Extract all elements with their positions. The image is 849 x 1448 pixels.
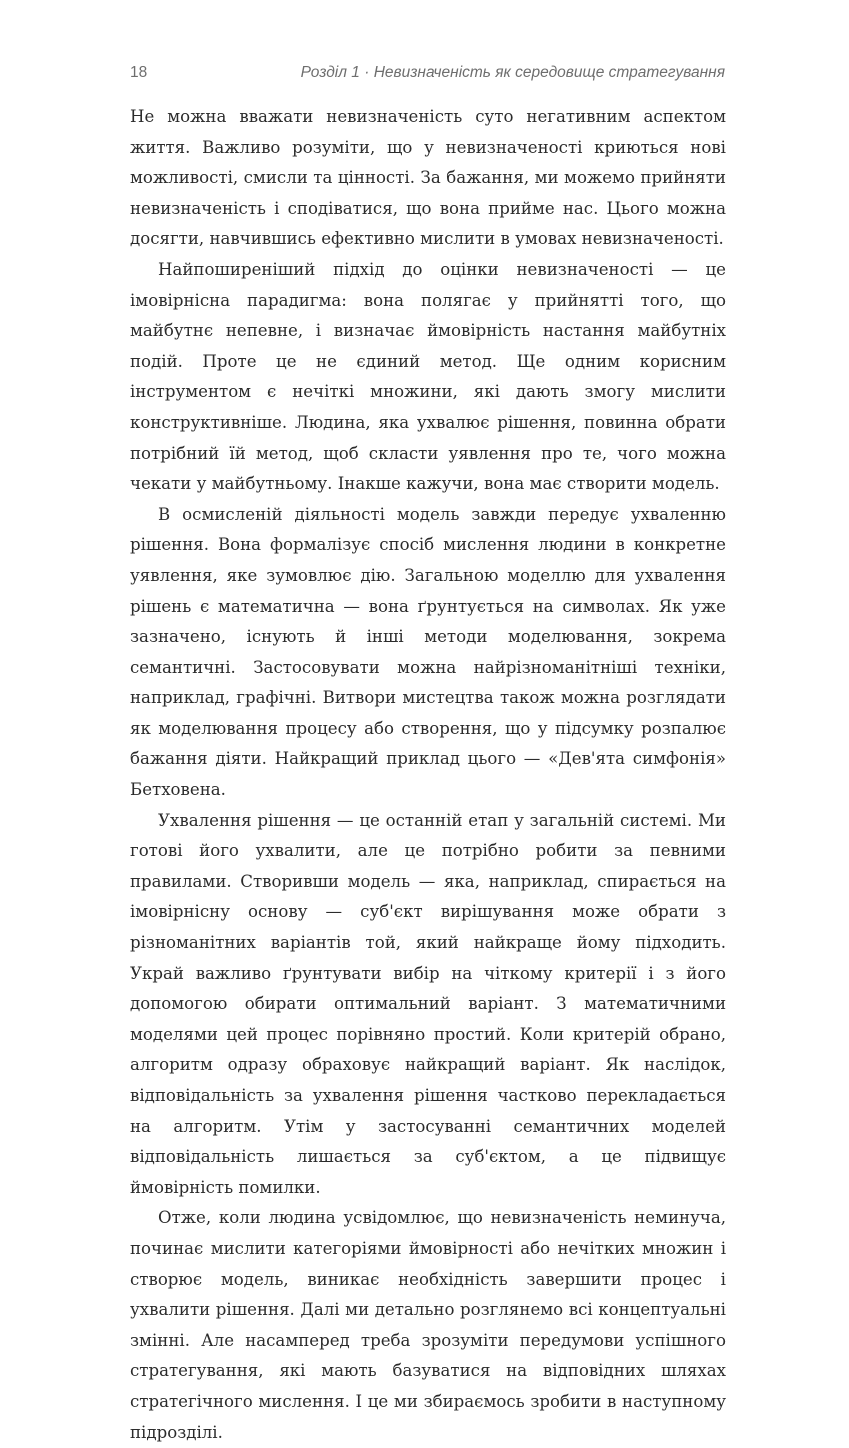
paragraph-4: Ухвалення рішення — це останній етап у загальній системі. Ми готові його ухвалити, але це потрібно робити за певними правилами. Створивши модель — яка, наприклад, спирається на імовірнісну основу — суб'єкт вирішування може обрати з різноманітних варіантів той, який найкраще йому підходить. Украй важливо ґрунтувати вибір на чіткому критерії і з його допомогою обирати оптимальний варіант. З математичними моделями цей процес порівняно простий. Коли критерій обрано, алгоритм одразу обраховує найкращий варіант. Як наслідок, відповідальність за ухвалення рішення частково перекладається на алгоритм. Утім у застосуванні семантичних моделей відповідальність лишається за суб'єктом, а це підвищує ймовірність помилки.: [130, 810, 726, 1197]
paragraph-5: Отже, коли людина усвідомлює, що невизначеність неминуча, починає мислити категоріями ймовірності або нечітких множин і створює модель, виникає необхідність завершити процес і ухвалити рішення. Далі ми детально розглянемо всі концептуальні змінні. Але насамперед треба зрозуміти передумови успішного стратегування, які мають базуватися на відповідних шляхах стратегічного мислення. І це ми збираємось зробити в наступному підрозділі.: [130, 1208, 726, 1442]
chapter-title: Розділ 1 · Невизначеність як середовище стратегування: [300, 64, 725, 81]
running-header: [130, 64, 725, 88]
body-text: [130, 102, 726, 1448]
paragraph-1: Не можна вважати невизначеність суто негативним аспектом життя. Важливо розуміти, що у невизначеності криються нові можливості, смисли та цінності. За бажання, ми можемо прийняти невизначеність і сподіватися, що вона прийме нас. Цього можна досягти, навчившись ефективно мислити в умовах невизначеності.: [130, 107, 726, 249]
paragraph-2: Найпоширеніший підхід до оцінки невизначеності — це імовірнісна парадигма: вона полягає у прийнятті того, що майбутнє непевне, і визначає ймовірність настання майбутніх подій. Проте це не єдиний метод. Ще одним корисним інструментом є нечіткі множини, які дають змогу мислити конструктивніше. Людина, яка ухвалює рішення, повинна обрати потрібний їй метод, щоб скласти уявлення про те, чого можна чекати у майбутньому. Інакше кажучи, вона має створити модель.: [130, 259, 726, 494]
page-number: 18: [130, 64, 148, 81]
paragraph-3: В осмисленій діяльності модель завжди передує ухваленню рішення. Вона формалізує спосіб мислення людини в конкретне уявлення, яке зумовлює дію. Загальною моделлю для ухвалення рішень є математична — вона ґрунтується на символах. Як уже зазначено, існують й інші методи моделювання, зокрема семантичні. Застосовувати можна найрізноманітніші техніки, наприклад, графічні. Витвори мистецтва також можна розглядати як моделювання процесу або створення, що у підсумку розпалює бажання діяти. Найкращий приклад цього — «Дев'ята симфонія» Бетховена.: [130, 504, 726, 800]
